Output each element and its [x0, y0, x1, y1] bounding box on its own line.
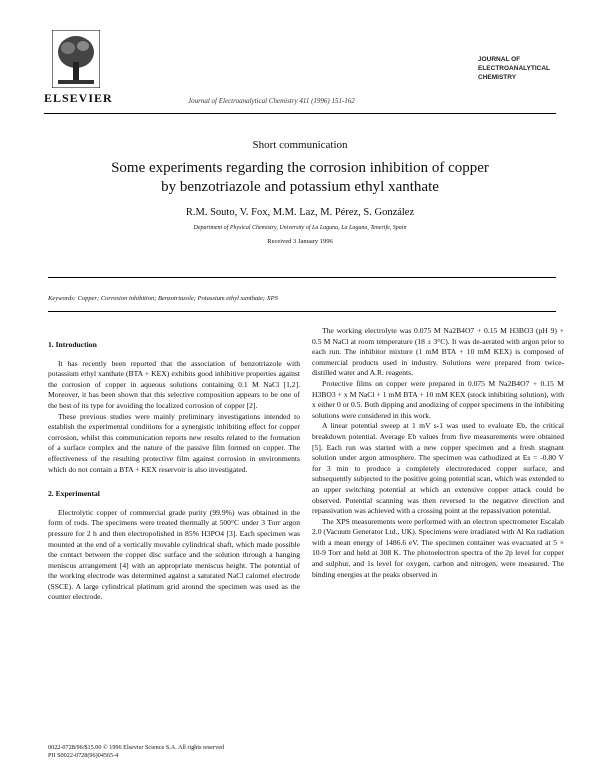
title-line-2: by benzotriazole and potassium ethyl xanthate — [161, 179, 439, 195]
pii-line: PII S0022-0728(96)04565-4 — [48, 752, 119, 759]
abstract-rule-top — [48, 277, 556, 278]
copyright-line: 0022-0728/96/$15.00 © 1996 Elsevier Science S.A. All rights reserved — [48, 744, 225, 751]
article-title — [60, 159, 540, 197]
publisher-name: ELSEVIER — [44, 91, 113, 105]
right-paragraph-4: The XPS measurements were performed with an electron spectrometer Escalab 2.0 (Vacuum Generator Ltd., UK). Specimens were irradiated with Al Kα radiation with a mean energy of 1486.6 eV. The specimen container was evacuated at 5 × 10-9 Torr and held at 308 K. The photoelectron spectra of the 2p level for copper and sulphur, and 1s level for oxygen, carbon and nitrogen, were measured. The binding energies at the peaks observed in — [312, 516, 564, 579]
journal-citation: Journal of Electroanalytical Chemistry 411 (1996) 151-162 — [188, 97, 355, 105]
right-paragraph-2: Protective films on copper were prepared in 0.075 M Na2B4O7 + 0.15 M H3BO3 + x M NaCl + 1 mM BTA + 10 mM KEX (stock inhibiting solution), with x either 0 or 0.5. Both dipping and anodizing of copper specimens in the inhibiting solutions were considered in this work. — [312, 378, 564, 420]
left-column — [48, 340, 300, 603]
received-date: Received 3 January 1996 — [267, 238, 333, 245]
journal-logo-line-1: JOURNAL OF ELECTROANALYTICAL — [478, 56, 550, 72]
elsevier-tree-logo — [52, 30, 100, 88]
keywords: Keywords: Copper; Corrosion inhibition; Benzotriazole; Potassium ethyl xanthate; XPS — [48, 295, 278, 302]
introduction-paragraph-1: It has recently been reported that the association of benzotriazole with potassium ethyl xanthate (BTA + KEX) exhibits good inhibitive properties against the corrosion of copper in aqueous solutions containing 0.1 M NaCl [1,2]. Moreover, it has been shown that this selective composition appears to be one of the best of its type for avoiding the localized corrosion of copper [2]. — [48, 358, 300, 410]
author-list: R.M. Souto, V. Fox, M.M. Laz, M. Pérez, S. González — [185, 207, 415, 218]
header-rule — [44, 113, 556, 114]
right-paragraph-1: The working electrolyte was 0.075 M Na2B4O7 + 0.15 M H3BO3 (pH 9) + 0.5 M NaCl at room temperature (18 ± 3°C). It was de-aerated with argon prior to each run. The inhibitor mixture (1 mM BTA + 10 mM KEX) is composed of commercial products used in industry. Solutions were prepared from twice-distilled water and A.R. reagents. — [312, 326, 564, 378]
footer — [48, 744, 224, 760]
abstract-rule-bottom — [48, 311, 556, 312]
introduction-heading: 1. Introduction — [48, 340, 97, 349]
title-line-1: Some experiments regarding the corrosion inhibition of copper — [111, 160, 489, 176]
introduction-paragraph-2: These previous studies were mainly preliminary investigations intended to establish the experimental conditions for a synergistic inhibiting effect for copper corrosion, whilst this communication reports new results related to the formation of a surface complex and the nature of the passive film formed on copper. The effectiveness of the resulting protective film against corrosion in environments which do not contain a BTA + KEX reservoir is also investigated. — [48, 411, 300, 474]
experimental-paragraph-1: Electrolytic copper of commercial grade purity (99.9%) was obtained in the form of rods. The specimens were treated thermally at 500°C under 3 Torr argon pressure for 2 h and then electropolished in 85% H3PO4 [3]. Each specimen was mounted at the end of a vertically movable cylindrical shaft, which made possible the contact between the copper disc surface and the solution through a hanging meniscus arrangement [4] with an appropriate meniscus height. The potential of the working electrode was determined against a saturated NaCl calomel electrode (SSCE). A large cylindrical platinum grid around the specimen was used as the counter electrode. — [48, 507, 300, 602]
right-column — [312, 326, 564, 580]
affiliation: Department of Physical Chemistry, University of La Laguna, La Laguna, Tenerife, Spain — [193, 225, 407, 231]
journal-logo — [478, 55, 552, 82]
journal-logo-line-2: CHEMISTRY — [478, 74, 517, 81]
right-paragraph-3: A linear potential sweep at 1 mV s-1 was used to evaluate Eb, the critical breakdown potential. Average Eb values from five measurements were obtained [5]. Each run was started with a new copper specimen and a fresh stagnant solution under argon atmosphere. The specimen was cathodized at Es = -0.80 V for 3 min to produce a completely electroreduced copper surface, and subsequently subjected to the positive going potential scan, which was extended to an upper switching potential at which an extensive copper attack could be observed. Potential scanning was then reversed to the negative direction and repassivation was achieved with a crossing point at the repassivation potential. — [312, 421, 564, 516]
section-type: Short communication — [252, 139, 348, 151]
experimental-heading: 2. Experimental — [48, 489, 100, 499]
